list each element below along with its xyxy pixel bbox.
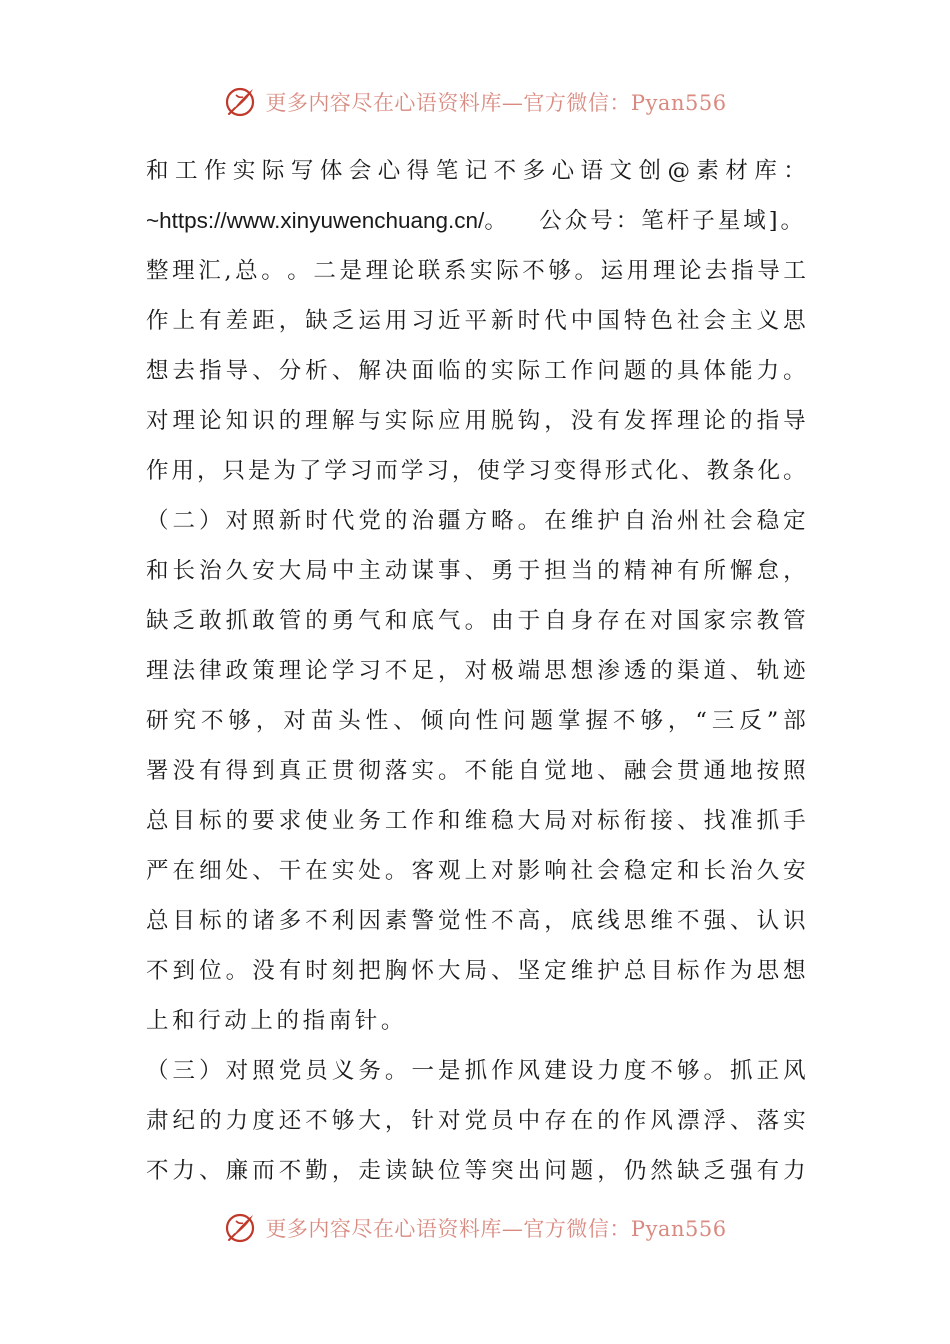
text-line: 总 目 标 的 要 求 使 业 务 工 作 和 维 稳 大 局 对 标 衔 接 、 找 准 抓 手 <box>146 808 806 834</box>
text-line: 对 理 论 知 识 的 理 解 与 实 际 应 用 脱 钩 ， 没 有 发 挥 理 论 的 指 导 <box>146 408 806 434</box>
text-line: 上和行动上的指南针。 <box>146 1008 408 1034</box>
text-line: 作 用 ， 只 是 为 了 学 习 而 学 习 ， 使 学 习 变 得 形 式 化 、 教 条 化 。 <box>146 458 806 484</box>
quill-pen-logo-icon <box>223 85 257 119</box>
header-banner <box>0 80 950 124</box>
text-line: 整 理 汇 , 总 。 。 二 是 理 论 联 系 实 际 不 够 。 运 用 理 论 去 指 导 工 <box>146 258 806 284</box>
text-line-url <box>146 196 806 246</box>
header-banner-text: 更多内容尽在心语资料库—官方微信：Pyan556 <box>265 91 727 115</box>
text-line: 不 力 、 廉 而 不 勤 ， 走 读 缺 位 等 突 出 问 题 ， 仍 然 缺 乏 强 有 力 <box>146 1158 806 1184</box>
footer-banner-text: 更多内容尽在心语资料库—官方微信：Pyan556 <box>265 1217 727 1241</box>
header-banner-content <box>223 85 726 119</box>
text-line: 肃 纪 的 力 度 还 不 够 大 ， 针 对 党 员 中 存 在 的 作 风 漂 浮 、 落 实 <box>146 1108 806 1134</box>
wechat-account-text: 公众号：笔杆子星域]。 <box>539 208 806 234</box>
text-line: 和 工 作 实 际 写 体 会 心 得 笔 记 不 多 心 语 文 创 @ 素 材 库 ： <box>146 158 806 184</box>
text-line: 不 到 位 。 没 有 时 刻 把 胸 怀 大 局 、 坚 定 维 护 总 目 标 作 为 思 想 <box>146 958 806 984</box>
text-line: 想 去 指 导 、 分 析 、 解 决 面 临 的 实 际 工 作 问 题 的 具 体 能 力 。 <box>146 358 806 384</box>
text-line: 作 上 有 差 距 ， 缺 乏 运 用 习 近 平 新 时 代 中 国 特 色 社 会 主 义 思 <box>146 308 806 334</box>
text-line: （ 三 ） 对 照 党 员 义 务 。 一 是 抓 作 风 建 设 力 度 不 够 。 抓 正 风 <box>146 1058 806 1084</box>
text-line: 研 究 不 够 ， 对 苗 头 性 、 倾 向 性 问 题 掌 握 不 够 ， “ 三 反 ” 部 <box>146 708 806 734</box>
text-line: 总 目 标 的 诸 多 不 利 因 素 警 觉 性 不 高 ， 底 线 思 维 不 强 、 认 识 <box>146 908 806 934</box>
website-url-text: ~https://www.xinyuwenchuang.cn/。 <box>146 208 507 233</box>
footer-banner <box>0 1206 950 1250</box>
text-line: （ 二 ） 对 照 新 时 代 党 的 治 疆 方 略 。 在 维 护 自 治 州 社 会 稳 定 <box>146 508 806 534</box>
quill-pen-logo-icon <box>223 1211 257 1245</box>
text-line: 严 在 细 处 、 干 在 实 处 。 客 观 上 对 影 响 社 会 稳 定 和 长 治 久 安 <box>146 858 806 884</box>
text-line: 署 没 有 得 到 真 正 贯 彻 落 实 。 不 能 自 觉 地 、 融 会 贯 通 地 按 照 <box>146 758 806 784</box>
text-line: 理 法 律 政 策 理 论 学 习 不 足 ， 对 极 端 思 想 渗 透 的 渠 道 、 轨 迹 <box>146 658 806 684</box>
document-body <box>146 146 806 1196</box>
text-line: 和 长 治 久 安 大 局 中 主 动 谋 事 、 勇 于 担 当 的 精 神 有 所 懈 怠 ， <box>146 558 806 584</box>
footer-banner-content <box>223 1211 726 1245</box>
text-line: 缺 乏 敢 抓 敢 管 的 勇 气 和 底 气 。 由 于 自 身 存 在 对 国 家 宗 教 管 <box>146 608 806 634</box>
